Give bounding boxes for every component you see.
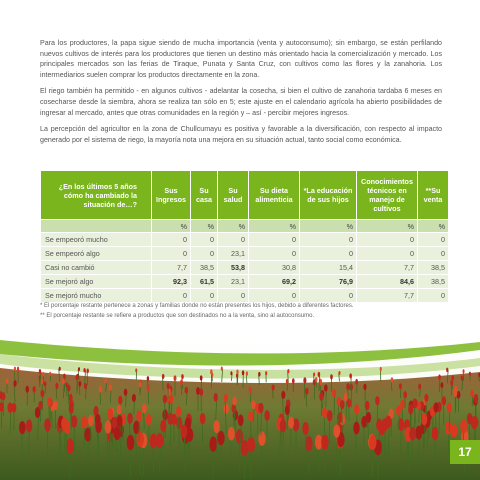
table-row — [41, 247, 448, 260]
flower-bloom — [181, 374, 184, 379]
value-cell: 0 — [249, 247, 299, 260]
value-cell: 23,1 — [218, 275, 248, 288]
flower-bloom — [418, 384, 421, 390]
unit-cell: % — [152, 220, 190, 232]
flower-bloom — [55, 383, 58, 389]
column-header: Sus Ingresos — [152, 171, 190, 219]
flower-bloom — [379, 422, 385, 435]
paragraph: El riego también ha permitido - en algunos cultivos - adelantar la cosecha, si bien el cultivo de zanahoria tardaba 6 meses en cosecharse desde la siembra, ahora se realiza tan sólo en 5; este ajuste en el calendario agrícola ha abierto posibilidades de ingresar al mercado, antes que otras comunidades en la región y – así - percibir mejores ingresos. — [40, 87, 442, 117]
value-cell: 0 — [418, 233, 448, 246]
flower-bloom — [87, 369, 89, 374]
value-cell: 0 — [357, 233, 417, 246]
flower-bloom — [38, 401, 43, 410]
unit-cell: % — [357, 220, 417, 232]
flower-bloom — [95, 420, 102, 433]
flower-bloom — [315, 377, 317, 382]
flower-bloom — [247, 437, 255, 453]
flower-bloom — [19, 421, 26, 434]
value-cell: 38,5 — [418, 261, 448, 274]
flower-bloom — [366, 412, 372, 423]
value-cell: 76,9 — [300, 275, 356, 288]
flower-bloom — [166, 383, 169, 389]
flower-bloom — [324, 384, 328, 391]
flower-bloom — [139, 382, 142, 388]
flower-bloom — [47, 397, 52, 406]
flower-bloom — [421, 413, 427, 425]
column-header: Su dieta alimenticia — [249, 171, 299, 219]
flower-bloom — [349, 373, 352, 378]
flower-bloom — [99, 386, 102, 393]
flower-bloom — [292, 378, 295, 383]
paragraph: La percepción del agricultor en la zona de Chullcumayu es positiva y favorable a la diversificación, con respecto al impacto generado por el sistema de riego, la mayoría nota una mejora en su situación actual, tanto social como económica. — [40, 125, 442, 144]
flower-bloom — [353, 422, 359, 435]
flower-bloom — [69, 404, 74, 414]
flower-bloom — [242, 370, 244, 375]
flower-bloom — [213, 420, 219, 433]
row-label: Se empeoró algo — [41, 247, 151, 260]
flower-bloom — [396, 405, 401, 415]
unit-cell: % — [191, 220, 217, 232]
value-cell: 0 — [300, 247, 356, 260]
flower-bloom — [280, 419, 287, 432]
flower-bloom — [258, 372, 260, 377]
flower-bloom — [147, 376, 149, 381]
flower-bloom — [176, 417, 182, 429]
value-cell: 7,7 — [357, 289, 417, 302]
flower-bloom — [332, 389, 336, 397]
unit-cell: % — [249, 220, 299, 232]
flower-bloom — [447, 403, 452, 413]
flower-bloom — [53, 400, 58, 410]
flower-bloom — [62, 378, 65, 384]
column-header: **Su venta — [418, 171, 448, 219]
flower-bloom — [302, 422, 308, 435]
table-row — [41, 275, 448, 288]
flower-bloom — [391, 377, 394, 382]
flower-bloom — [409, 427, 416, 441]
value-cell: 0 — [218, 233, 248, 246]
flower-bloom — [84, 383, 87, 389]
flower-bloom — [451, 424, 458, 438]
flower-bloom — [171, 414, 177, 425]
flower-bloom — [211, 373, 213, 377]
flower-bloom — [42, 372, 44, 377]
flower-bloom — [26, 420, 32, 433]
flower-bloom — [365, 401, 370, 411]
flower-bloom — [199, 388, 203, 396]
flower-bloom — [114, 427, 121, 441]
flower-bloom — [63, 373, 66, 378]
flower-bloom — [40, 379, 43, 385]
flower-bloom — [415, 426, 422, 440]
flower-bloom — [214, 393, 218, 402]
flower-bloom — [71, 415, 77, 427]
flower-bloom — [453, 389, 457, 397]
flower-bloom — [181, 425, 188, 439]
value-cell: 0 — [191, 233, 217, 246]
value-cell: 53,8 — [218, 261, 248, 274]
flower-bloom — [11, 403, 16, 413]
table-row — [41, 261, 448, 274]
row-label: Se empeoró mucho — [41, 233, 151, 246]
unit-cell: % — [218, 220, 248, 232]
unit-row — [41, 220, 448, 232]
flower-bloom — [6, 378, 9, 384]
flower-bloom — [286, 379, 289, 384]
flower-bloom — [338, 371, 340, 375]
value-cell: 0 — [300, 233, 356, 246]
flower-bloom — [438, 374, 441, 379]
flower-bloom — [169, 395, 173, 404]
body-text — [40, 38, 442, 151]
flower-bloom — [403, 391, 407, 398]
flower-bloom — [318, 372, 321, 377]
flower-bloom — [238, 414, 244, 426]
flower-bloom — [117, 405, 122, 415]
flower-bloom — [75, 375, 78, 381]
flower-bloom — [265, 371, 267, 375]
flower-bloom — [81, 416, 87, 428]
flower-bloom — [25, 386, 29, 393]
flower-bloom — [64, 421, 71, 434]
flower-bloom — [346, 383, 350, 390]
flower-bloom — [408, 404, 413, 414]
flower-bloom — [474, 394, 479, 403]
flower-bloom — [369, 435, 377, 450]
flower-bloom — [78, 367, 80, 371]
flower-bloom — [162, 374, 165, 379]
flower-bloom — [124, 389, 128, 396]
flower-bloom — [209, 436, 217, 451]
flower-bloom — [347, 399, 351, 408]
flower-bloom — [104, 378, 107, 383]
flower-bloom — [200, 413, 206, 424]
footnote: ** El porcentaje restante se refiere a productos que son destinados no a la venta, sino al autoconsumo. — [40, 313, 315, 319]
column-header: *La educación de sus hijos — [300, 171, 356, 219]
flower-bloom — [118, 396, 122, 405]
flower-bloom — [355, 379, 358, 385]
flower-bloom — [287, 369, 289, 373]
page-number: 17 — [450, 440, 480, 464]
flower-bloom — [44, 381, 47, 387]
flower-bloom — [380, 367, 382, 371]
flower-bloom — [200, 375, 203, 380]
table-row — [41, 233, 448, 246]
column-header: Su salud — [218, 171, 248, 219]
flower-bloom — [285, 405, 290, 415]
flower-bloom — [32, 386, 35, 393]
flower-bloom — [385, 416, 391, 429]
flower-bloom — [44, 418, 51, 431]
flower-bloom — [319, 392, 323, 400]
footnote: * El porcentaje restante pertenece a zonas y familias donde no están presentes los hijos, debido a diferentes factores. — [40, 303, 354, 309]
flower-bloom — [180, 379, 183, 385]
flower-bloom — [471, 416, 477, 429]
flower-bloom — [88, 415, 94, 427]
value-cell: 0 — [418, 247, 448, 260]
value-cell: 61,5 — [191, 275, 217, 288]
value-cell: 15,4 — [300, 261, 356, 274]
flower-bloom — [264, 410, 269, 421]
flower-bloom — [230, 371, 232, 375]
flower-bloom — [78, 381, 81, 387]
unit-cell: % — [300, 220, 356, 232]
paragraph: Para los productores, la papa sigue siendo de mucha importancia (venta y autoconsumo); sin embargo, se están perfilando nuevos cultivos de interés para los productores que tienen un destino más orientado hacia la comercialización y mercado. Los principales mercados son las ferias de Tiraque, Punata y Santa Cruz, con cultivos como las flores y la zanahoria. Los intermediarios suelen comprar los productos directamente en la zona. — [40, 39, 442, 79]
flower-bloom — [313, 372, 315, 376]
flower-bloom — [258, 431, 265, 446]
flower-bloom — [451, 375, 454, 380]
flower-bloom — [49, 372, 51, 376]
flower-bloom — [375, 396, 380, 405]
value-cell: 30,8 — [249, 261, 299, 274]
flower-bloom — [40, 390, 44, 398]
flower-bloom — [461, 375, 464, 380]
value-cell: 0 — [191, 289, 217, 302]
footnotes — [40, 301, 442, 321]
question-header: ¿En los últimos 5 años cómo ha cambiado la situación de…? — [41, 171, 151, 219]
flower-bloom — [322, 408, 327, 419]
flower-bloom — [224, 404, 229, 414]
value-cell: 7,7 — [357, 261, 417, 274]
flower-bloom — [281, 391, 285, 399]
flower-bloom — [321, 435, 329, 450]
value-cell: 69,2 — [249, 275, 299, 288]
flower-bloom — [196, 387, 200, 395]
flower-bloom — [136, 410, 142, 421]
value-cell: 7,7 — [152, 261, 190, 274]
flower-bloom — [228, 427, 235, 441]
flower-bloom — [17, 367, 19, 371]
flower-bloom — [246, 371, 248, 375]
flower-bloom — [413, 399, 418, 408]
value-cell: 0 — [152, 233, 190, 246]
value-cell: 0 — [218, 289, 248, 302]
flower-bloom — [65, 382, 68, 388]
flower-bloom — [185, 387, 188, 394]
flower-bloom — [174, 375, 177, 381]
value-cell: 0 — [300, 289, 356, 302]
flower-bloom — [440, 382, 443, 388]
flower-bloom — [445, 421, 452, 434]
flower-bloom — [363, 384, 366, 391]
flower-bloom — [224, 394, 228, 402]
value-cell: 0 — [249, 289, 299, 302]
flower-bloom — [305, 388, 309, 395]
flower-bloom — [109, 384, 112, 391]
value-cell: 92,3 — [152, 275, 190, 288]
flower-bloom — [105, 420, 112, 433]
unit-blank-cell — [41, 220, 151, 232]
table-header-row — [41, 171, 448, 219]
flower-bloom — [135, 368, 137, 372]
flower-bloom — [469, 372, 471, 376]
flower-bloom — [142, 403, 147, 413]
flower-bloom — [258, 403, 263, 414]
flower-bloom — [136, 432, 144, 447]
flower-bloom — [424, 394, 428, 402]
flower-bloom — [132, 394, 136, 402]
flower-bloom — [463, 369, 465, 373]
flower-bloom — [217, 431, 224, 445]
flower-bloom — [39, 369, 41, 374]
flower-bloom — [146, 414, 152, 425]
flower-bloom — [446, 368, 448, 372]
flower-bloom — [127, 435, 135, 451]
flower-bloom — [236, 370, 238, 374]
flower-bloom — [330, 374, 333, 379]
flower-bloom — [333, 424, 340, 437]
value-cell: 0 — [418, 289, 448, 302]
value-cell: 84,6 — [357, 275, 417, 288]
value-cell: 0 — [191, 247, 217, 260]
value-cell: 0 — [249, 233, 299, 246]
value-cell: 0 — [152, 289, 190, 302]
survey-table — [40, 170, 449, 303]
value-cell: 0 — [152, 247, 190, 260]
flower-bloom — [303, 377, 306, 383]
flower-bloom — [248, 411, 253, 422]
flower-bloom — [470, 390, 474, 397]
value-cell: 38,5 — [191, 261, 217, 274]
flower-bloom — [441, 396, 446, 405]
flower-bloom — [127, 413, 133, 424]
flower-bloom — [399, 383, 402, 389]
flower-bloom — [288, 417, 294, 429]
flower-bloom — [59, 367, 61, 371]
flower-bloom — [272, 384, 275, 390]
field-illustration — [0, 340, 480, 480]
column-header: Conocimientos técnicos en manejo de cultivos — [357, 171, 417, 219]
flower-bloom — [327, 410, 333, 422]
flower-bloom — [251, 400, 256, 409]
flower-bloom — [117, 415, 123, 427]
flower-bloom — [433, 402, 438, 412]
flower-bloom — [107, 408, 113, 420]
flower-bloom — [450, 380, 453, 386]
flower-bloom — [83, 368, 85, 373]
flower-bloom — [249, 387, 252, 394]
flower-bloom — [176, 406, 181, 416]
flower-bloom — [156, 433, 164, 448]
flower-bloom — [13, 380, 16, 387]
row-label: Casi no cambió — [41, 261, 151, 274]
flower-bloom — [400, 400, 405, 409]
flower-bloom — [160, 420, 166, 432]
flower-bloom — [241, 440, 249, 456]
flower-bloom — [14, 367, 16, 371]
column-header: Su casa — [191, 171, 217, 219]
row-label: Se mejoró mucho — [41, 289, 151, 302]
flower-bloom — [432, 427, 439, 441]
flower-bloom — [147, 385, 150, 392]
flower-bloom — [354, 404, 359, 414]
value-cell: 38,5 — [418, 275, 448, 288]
flower-bloom — [340, 400, 345, 409]
flower-bloom — [163, 395, 167, 404]
value-cell: 0 — [357, 247, 417, 260]
row-label: Se mejoró algo — [41, 275, 151, 288]
value-cell: 23,1 — [218, 247, 248, 260]
flower-bloom — [232, 397, 236, 406]
flower-bloom — [460, 420, 467, 434]
flower-bloom — [221, 367, 223, 371]
gladiolus-field-photo — [0, 340, 480, 480]
unit-cell: % — [418, 220, 448, 232]
